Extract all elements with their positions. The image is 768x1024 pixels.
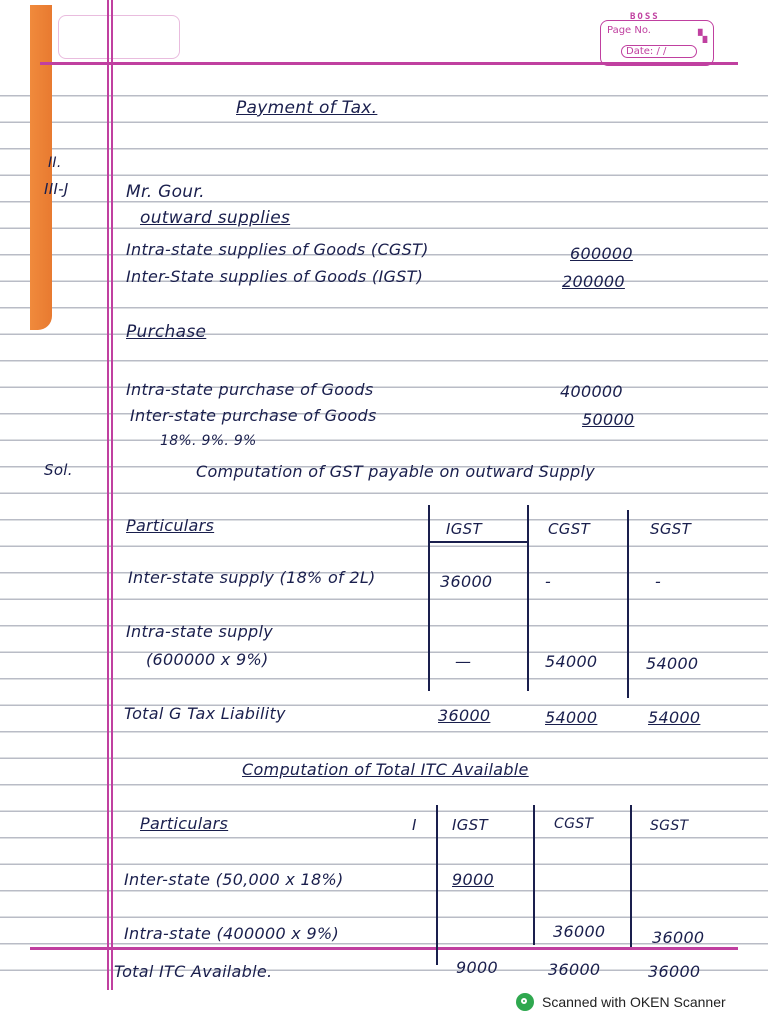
table2-cell-cgst: 36000 <box>553 922 606 941</box>
table1-header-particulars: Particulars <box>126 516 215 535</box>
purchase-item-value: 400000 <box>560 382 623 401</box>
purchase-item-label: Intra-state purchase of Goods <box>126 380 374 399</box>
brand-logo: BOSS <box>630 12 660 22</box>
dots-grid-icon: ▚ <box>698 29 708 43</box>
table1-header-cgst: CGST <box>548 520 590 538</box>
table2-cell-igst: 9000 <box>452 870 494 889</box>
table2-cell-sgst: 36000 <box>652 928 705 947</box>
table1-cell-sgst: 54000 <box>646 654 699 673</box>
page-box-bleedthrough <box>58 15 180 59</box>
scanner-text: Scanned with OKEN Scanner <box>542 994 726 1010</box>
bottom-margin-rule <box>30 947 738 950</box>
table1-total-igst: 36000 <box>438 706 491 725</box>
table1-title: Computation of GST payable on outward Supply <box>196 462 595 481</box>
table1-total-cgst: 54000 <box>545 708 598 727</box>
table1-total-sgst: 54000 <box>648 708 701 727</box>
outward-heading: outward supplies <box>140 208 291 228</box>
table1-row-label-detail: (600000 x 9%) <box>146 650 269 669</box>
table2-total-label: Total ITC Available. <box>114 962 273 981</box>
table1-cell-cgst: - <box>545 572 552 591</box>
page-no-label: Page No. <box>607 25 651 36</box>
question-ref-top: II. <box>48 155 62 171</box>
table2-total-igst: 9000 <box>456 958 498 977</box>
table1-header-underline <box>430 541 528 543</box>
table1-divider <box>428 505 430 691</box>
table2-header-sgst: SGST <box>650 818 689 834</box>
page-date-box <box>600 20 714 66</box>
table1-row-label: Intra-state supply <box>126 622 274 641</box>
left-margin-rule <box>107 0 109 990</box>
table1-total-label: Total G Tax Liability <box>124 704 286 723</box>
rates-note: 18%. 9%. 9% <box>160 433 257 449</box>
table2-total-cgst: 36000 <box>548 960 601 979</box>
scanner-watermark <box>516 990 726 1014</box>
outward-item-label: Intra-state supplies of Goods (CGST) <box>126 240 429 259</box>
table1-divider <box>627 510 629 698</box>
question-ref: III-J <box>44 180 69 198</box>
table2-divider <box>630 805 632 947</box>
taxpayer-name: Mr. Gour. <box>126 182 205 202</box>
date-label: Date: / / <box>621 45 697 58</box>
outward-item-value: 200000 <box>562 272 625 291</box>
purchase-item-value: 50000 <box>582 410 635 429</box>
table2-header-igst: IGST <box>452 816 488 834</box>
left-margin-rule-2 <box>111 0 113 990</box>
outward-item-value: 600000 <box>570 244 633 263</box>
table1-header-igst: IGST <box>446 520 482 538</box>
table1-cell-igst: — <box>455 652 472 671</box>
table2-header-particulars: Particulars <box>140 814 229 833</box>
solution-label: Sol. <box>44 461 73 479</box>
table2-row-label: Intra-state (400000 x 9%) <box>124 924 339 943</box>
table1-row-label: Inter-state supply (18% of 2L) <box>128 568 376 587</box>
table2-title: Computation of Total ITC Available <box>242 760 529 779</box>
table2-divider <box>533 805 535 945</box>
purchase-heading: Purchase <box>126 322 207 342</box>
outward-item-label: Inter-State supplies of Goods (IGST) <box>126 267 424 286</box>
date-value: / / <box>656 46 667 57</box>
table2-total-sgst: 36000 <box>648 962 701 981</box>
scanner-logo-icon <box>516 993 534 1011</box>
page-title: Payment of Tax. <box>236 98 378 118</box>
table1-cell-igst: 36000 <box>440 572 493 591</box>
table1-cell-cgst: 54000 <box>545 652 598 671</box>
table2-header-i: I <box>412 816 417 834</box>
table2-divider <box>436 805 438 965</box>
table1-cell-sgst: - <box>655 572 662 591</box>
table2-header-cgst: CGST <box>554 816 594 832</box>
table1-header-sgst: SGST <box>650 520 692 538</box>
table2-row-label: Inter-state (50,000 x 18%) <box>124 870 344 889</box>
purchase-item-label: Inter-state purchase of Goods <box>130 406 377 425</box>
table1-divider <box>527 505 529 691</box>
